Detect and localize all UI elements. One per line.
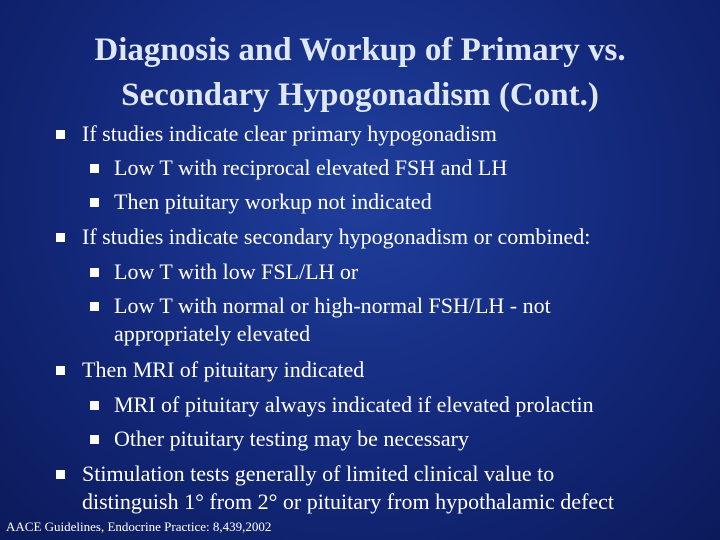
title-line-2: Secondary Hypogonadism (Cont.) <box>121 77 599 113</box>
bullet-square-icon <box>90 164 99 173</box>
bullet-square-icon <box>56 366 65 375</box>
sub-bullet-text: Other pituitary testing may be necessary <box>114 426 469 451</box>
bullet-square-icon <box>90 401 99 410</box>
bullet-text-line-2: distinguish 1° from 2° or pituitary from hypothalamic defect <box>82 489 615 514</box>
bullet-square-icon <box>90 198 99 207</box>
bullet-square-icon <box>90 268 99 277</box>
bullet-square-icon <box>90 302 99 311</box>
footer-citation: AACE Guidelines, Endocrine Practice: 8,439,2002 <box>6 519 272 534</box>
bullet-square-icon <box>90 435 99 444</box>
sub-bullet-text-line-2: appropriately elevated <box>114 321 311 346</box>
bullet-square-icon <box>56 470 65 479</box>
bullet-text-line-1: Stimulation tests generally of limited clinical value to <box>82 461 555 486</box>
sub-bullet-text-line-1: Low T with normal or high-normal FSH/LH - not <box>114 293 551 318</box>
bullet-text: Then MRI of pituitary indicated <box>82 357 365 382</box>
bullet-square-icon <box>56 130 65 139</box>
title-line-1: Diagnosis and Workup of Primary vs. <box>94 32 626 68</box>
sub-bullet-text: Low T with low FSL/LH or <box>114 259 359 284</box>
bullet-text: If studies indicate secondary hypogonadism or combined: <box>82 224 591 249</box>
bullet-text: If studies indicate clear primary hypogonadism <box>82 121 497 146</box>
sub-bullet-text: MRI of pituitary always indicated if elevated prolactin <box>114 392 594 417</box>
sub-bullet-text: Low T with reciprocal elevated FSH and LH <box>114 155 508 180</box>
sub-bullet-text: Then pituitary workup not indicated <box>114 189 432 214</box>
bullet-square-icon <box>56 233 65 242</box>
slide-title <box>0 28 720 118</box>
